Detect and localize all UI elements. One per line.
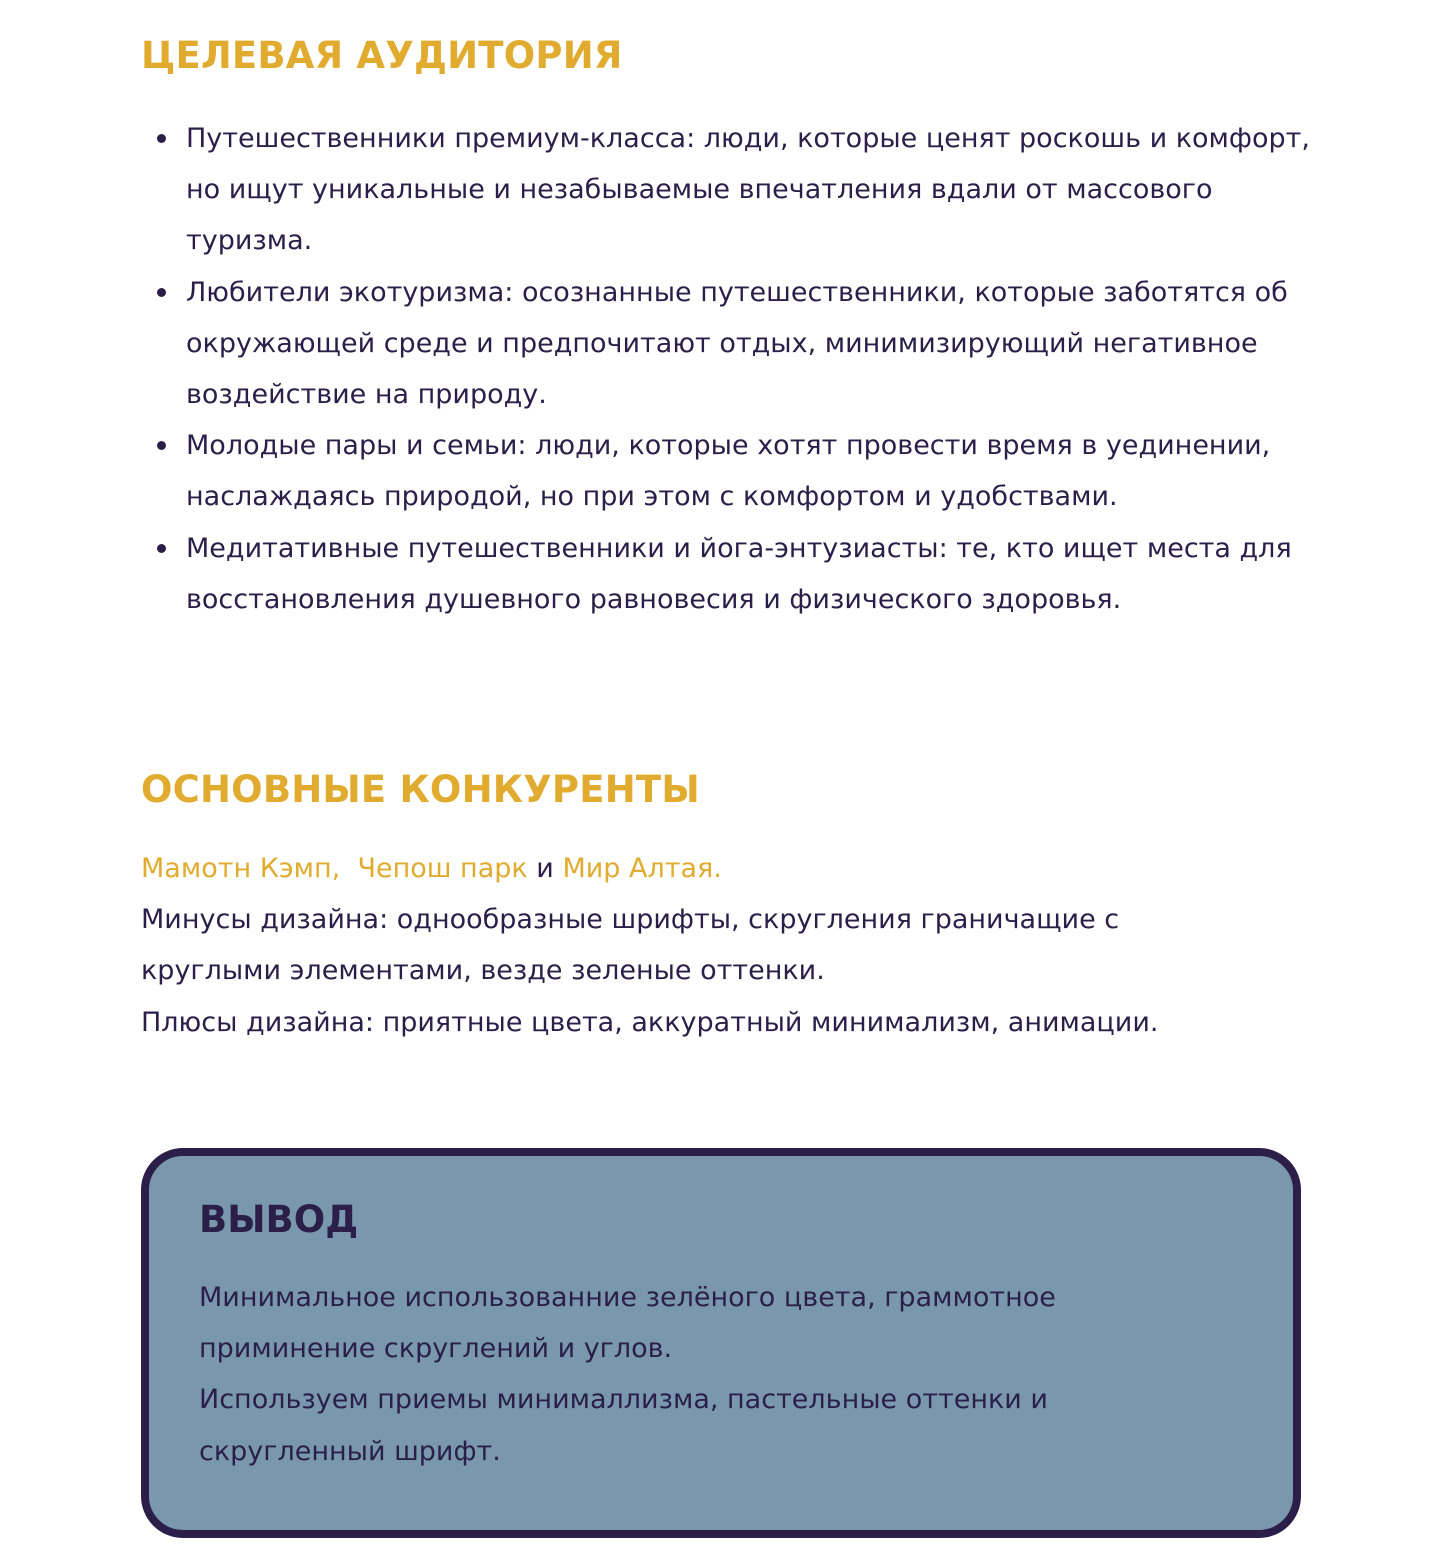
competitors-section — [141, 768, 1301, 1048]
design-pros-text: Плюсы дизайна: приятные цвета, аккуратный минимализм, анимации. — [141, 1006, 1159, 1038]
conclusion-text-line: Минимальное использованние зелёного цвета, граммотное приминение скруглений и углов. — [199, 1282, 1056, 1365]
design-cons-text: Минусы дизайна: однообразные шрифты, скругления граничащие с круглыми элементами, везде зеленые оттенки. — [141, 904, 1120, 987]
bullet-icon — [157, 288, 166, 297]
audience-list-item — [141, 113, 1311, 267]
audience-list-item — [141, 267, 1311, 421]
conclusion-content — [199, 1198, 1239, 1477]
audience-item-text: Любители экотуризма: осознанные путешественники, которые заботятся об окружающей среде и предпочитают отдых, минимизирующий негативное воздействие на природу. — [186, 276, 1288, 411]
competitor-link-cheposh-park[interactable]: Чепош парк — [357, 853, 528, 884]
bullet-icon — [157, 441, 166, 450]
audience-item-text: Медитативные путешественники и йога-энтузиасты: те, кто ищет места для восстановления душевного равновесия и физического здоровья. — [186, 532, 1292, 615]
conclusion-heading: ВЫВОД — [199, 1198, 359, 1241]
conclusion-text-line: Используем приемы минималлизма, пастельные оттенки и скругленный шрифт. — [199, 1384, 1048, 1467]
competitors-links-line — [141, 843, 1301, 894]
bullet-icon — [157, 134, 166, 143]
audience-list — [141, 113, 1311, 625]
conclusion-card — [141, 1148, 1301, 1538]
audience-item-text: Путешественники премиум-класса: люди, которые ценят роскошь и комфорт, но ищут уникальные и незабываемые впечатления вдали от массового туризма. — [186, 123, 1310, 257]
audience-list-item — [141, 420, 1311, 522]
competitors-heading: ОСНОВНЫЕ КОНКУРЕНТЫ — [141, 768, 700, 811]
competitor-link-mir-altaya[interactable]: Мир Алтая. — [562, 853, 722, 884]
target-audience-section — [141, 34, 1310, 625]
competitor-link-mammoth-camp[interactable]: Мамотн Кэмп, — [141, 853, 341, 884]
target-audience-heading: ЦЕЛЕВАЯ АУДИТОРИЯ — [141, 34, 623, 77]
audience-list-item — [141, 523, 1311, 625]
audience-item-text: Молодые пары и семьи: люди, которые хотят провести время в уединении, наслаждаясь природой, но при этом с комфортом и удобствами. — [186, 430, 1271, 513]
bullet-icon — [157, 544, 166, 553]
conjunction-text: и — [536, 853, 554, 884]
